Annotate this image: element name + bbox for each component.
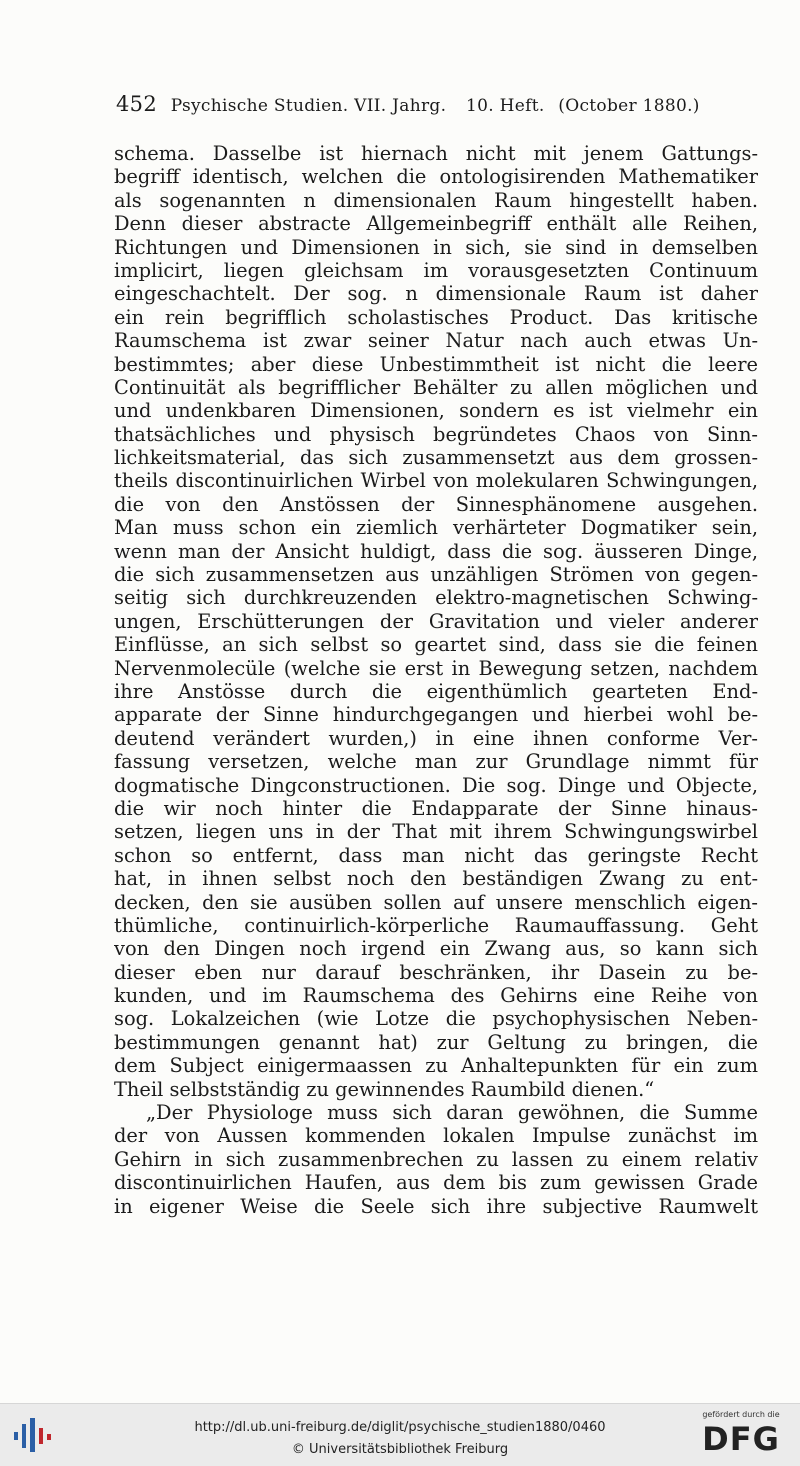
text-line: fassung versetzen, welche man zur Grundlage nimmt für <box>114 750 758 774</box>
text-line: in eigener Weise die Seele sich ihre subjective Raumwelt <box>114 1194 758 1218</box>
text-line: Gehirn in sich zusammenbrechen zu lassen zu einem relativ <box>114 1147 758 1171</box>
text-line: schema. Dasselbe ist hiernach nicht mit jenem Gattungs- <box>114 142 758 165</box>
text-line: discontinuirlichen Haufen, aus dem bis zum gewissen Grade <box>114 1171 758 1195</box>
dfg-logo-text: DFG <box>702 1420 780 1458</box>
text-line: von den Dingen noch irgend ein Zwang aus, so kann sich <box>114 937 758 961</box>
dfg-logo-icon[interactable] <box>694 1410 788 1462</box>
text-line: ungen, Erschütterungen der Gravitation und vieler anderer <box>114 609 758 633</box>
text-line: sog. Lokalzeichen (wie Lotze die psychophysischen Neben- <box>114 1007 758 1031</box>
text-line: Nervenmolecüle (welche sie erst in Bewegung setzen, nachdem <box>114 656 758 680</box>
text-line: bestimmtes; aber diese Unbestimmtheit ist nicht die leere <box>114 352 758 376</box>
text-line: deutend verändert wurden,) in eine ihnen conforme Ver- <box>114 726 758 750</box>
text-line: hat, in ihnen selbst noch den beständigen Zwang zu ent- <box>114 867 758 891</box>
text-line: apparate der Sinne hindurchgegangen und hierbei wohl be- <box>114 703 758 727</box>
text-line: eingeschachtelt. Der sog. n dimensionale Raum ist daher <box>114 282 758 306</box>
text-line: der von Aussen kommenden lokalen Impulse zunächst im <box>114 1124 758 1148</box>
text-line: dogmatische Dingconstructionen. Die sog. Dinge und Objecte, <box>114 773 758 797</box>
text-line: die wir noch hinter die Endapparate der Sinne hinaus- <box>114 796 758 820</box>
text-line: begriff identisch, welchen die ontologisirenden Mathematiker <box>114 165 758 189</box>
text-line: implicirt, liegen gleichsam im vorausgesetzten Continuum <box>114 258 758 282</box>
text-line: Einflüsse, an sich selbst so geartet sind, dass sie die feinen <box>114 633 758 657</box>
issue-date: (October 1880.) <box>558 96 700 116</box>
text-line: Richtungen und Dimensionen in sich, sie sind in demselben <box>114 235 758 259</box>
text-line: kunden, und im Raumschema des Gehirns eine Reihe von <box>114 984 758 1008</box>
text-line: thümliche, continuirlich-körperliche Raumauffassung. Geht <box>114 913 758 937</box>
running-title: Psychische Studien. VII. Jahrg. <box>170 96 447 116</box>
text-line: decken, den sie ausüben sollen auf unsere menschlich eigen- <box>114 890 758 914</box>
text-line: thatsächliches und physisch begründetes Chaos von Sinn- <box>114 422 758 446</box>
text-line: Denn dieser abstracte Allgemeinbegriff enthält alle Reihen, <box>114 212 758 236</box>
text-line: dieser eben nur darauf beschränken, ihr Dasein zu be- <box>114 960 758 984</box>
text-line: wenn man der Ansicht huldigt, dass die sog. äusseren Dinge, <box>114 539 758 563</box>
text-line: Raumschema ist zwar seiner Natur nach auch etwas Un- <box>114 329 758 353</box>
text-line: ihre Anstösse durch die eigenthümlich gearteten End- <box>114 679 758 703</box>
text-line: die von den Anstössen der Sinnesphänomene ausgehen. <box>114 492 758 516</box>
running-header <box>116 92 756 116</box>
text-line: setzen, liegen uns in der That mit ihrem Schwingungswirbel <box>114 820 758 844</box>
text-line: Man muss schon ein ziemlich verhärteter Dogmatiker sein, <box>114 516 758 540</box>
text-line: die sich zusammensetzen aus unzähligen Strömen von gegen- <box>114 563 758 587</box>
text-line: schon so entfernt, dass man nicht das geringste Recht <box>114 843 758 867</box>
body-text <box>114 142 758 1218</box>
text-line: „Der Physiologe muss sich daran gewöhnen, die Summe <box>146 1101 758 1125</box>
text-line: dem Subject einigermaassen zu Anhaltepunkten für ein zum <box>114 1054 758 1078</box>
funder-caption: gefördert durch die <box>702 1410 780 1419</box>
text-line: lichkeitsmaterial, das sich zusammensetzt aus dem grossen- <box>114 446 758 470</box>
text-line: als sogenannten n dimensionalen Raum hingestellt haben. <box>114 188 758 212</box>
text-line: seitig sich durchkreuzenden elektro-magnetischen Schwing- <box>114 586 758 610</box>
text-line: ein rein begrifflich scholastisches Product. Das kritische <box>114 305 758 329</box>
text-line: Continuität als begrifflicher Behälter zu allen möglichen und <box>114 375 758 399</box>
text-line: und undenkbaren Dimensionen, sondern es ist vielmehr ein <box>114 399 758 423</box>
text-line: theils discontinuirlichen Wirbel von molekularen Schwingungen, <box>114 469 758 493</box>
copyright-notice: © Universitätsbibliothek Freiburg <box>291 1442 509 1457</box>
page-number: 452 <box>116 92 157 116</box>
source-url-link[interactable]: http://dl.ub.uni-freiburg.de/diglit/psychische_studien1880/0460 <box>194 1420 606 1435</box>
text-line: Theil selbstständig zu gewinnendes Raumbild dienen.“ <box>114 1077 655 1101</box>
text-line: bestimmungen genannt hat) zur Geltung zu bringen, die <box>114 1030 758 1054</box>
issue-number: 10. Heft. <box>466 96 545 116</box>
viewer-footer <box>0 1403 800 1466</box>
